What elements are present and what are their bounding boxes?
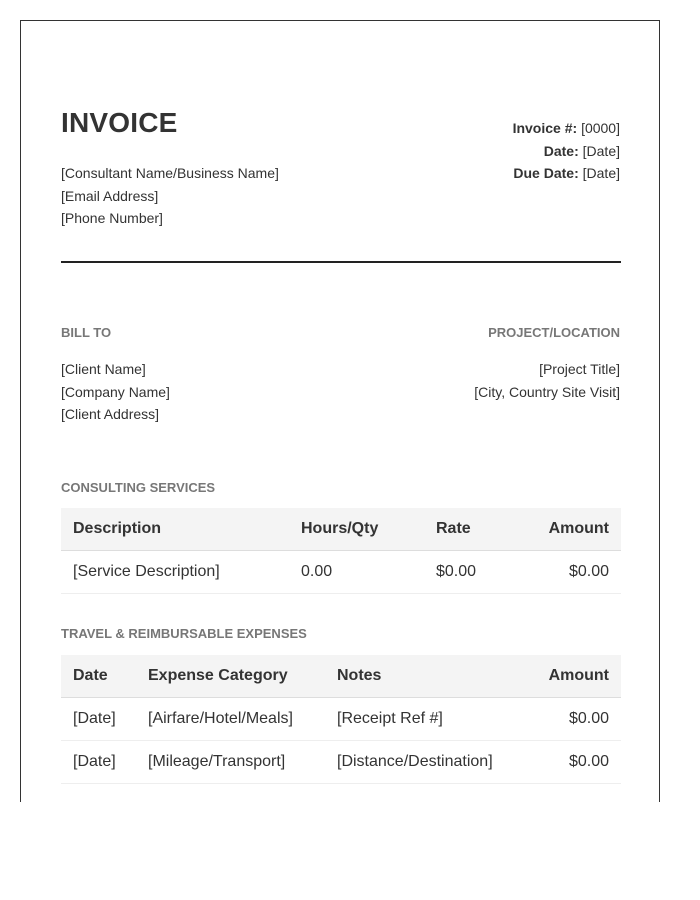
column-header-date: Date	[61, 655, 136, 697]
project-title: [Project Title]	[539, 361, 620, 377]
date-cell: [Date]	[61, 697, 136, 740]
notes-cell: [Receipt Ref #]	[325, 697, 525, 740]
invoice-date-value: [Date]	[582, 142, 620, 159]
travel-expenses-table	[61, 655, 621, 784]
invoice-date-label: Date:	[543, 142, 579, 159]
due-date-label: Due Date:	[513, 165, 579, 181]
expense-category-cell: [Mileage/Transport]	[136, 740, 325, 783]
client-address: [Client Address]	[61, 406, 160, 422]
amount-cell: $0.00	[527, 550, 621, 593]
invoice-date-row	[513, 140, 620, 163]
project-details	[474, 358, 620, 403]
bill-to-details	[61, 358, 170, 426]
project-location-label: PROJECT/LOCATION	[488, 325, 620, 340]
column-header-description: Description	[61, 508, 289, 550]
expense-category-cell: [Airfare/Hotel/Meals]	[136, 697, 325, 740]
project-site: [City, Country Site Visit]	[474, 383, 620, 400]
table-header-row	[61, 508, 621, 550]
sender-email: [Email Address]	[61, 187, 159, 204]
consulting-services-table	[61, 508, 621, 594]
company-name: [Company Name]	[61, 383, 170, 400]
due-date-row	[513, 162, 620, 185]
invoice-number-value: [0000]	[581, 120, 620, 136]
bill-to-label: BILL TO	[61, 325, 112, 340]
table-row	[61, 697, 621, 740]
date-cell: [Date]	[61, 740, 136, 783]
column-header-rate: Rate	[424, 508, 527, 550]
invoice-number-row	[513, 117, 620, 140]
notes-cell: [Distance/Destination]	[325, 740, 525, 783]
header-divider	[61, 261, 621, 263]
invoice-meta	[513, 117, 620, 185]
travel-expenses-label: TRAVEL & REIMBURSABLE EXPENSES	[61, 626, 307, 641]
client-name: [Client Name]	[61, 361, 146, 377]
table-header-row	[61, 655, 621, 697]
invoice-number-label: Invoice #:	[512, 120, 578, 136]
column-header-amount: Amount	[527, 508, 621, 550]
consulting-services-label: CONSULTING SERVICES	[61, 480, 216, 495]
column-header-notes: Notes	[325, 655, 525, 697]
amount-cell: $0.00	[525, 740, 621, 783]
sender-name: [Consultant Name/Business Name]	[61, 165, 279, 181]
invoice-title: INVOICE	[61, 107, 178, 138]
invoice-page	[20, 20, 660, 802]
hours-cell: 0.00	[289, 550, 424, 593]
due-date-value: [Date]	[582, 165, 620, 181]
table-row	[61, 740, 621, 783]
amount-cell: $0.00	[525, 697, 621, 740]
sender-info	[61, 162, 279, 230]
service-description-cell: [Service Description]	[61, 550, 289, 593]
column-header-hours: Hours/Qty	[289, 508, 424, 550]
rate-cell: $0.00	[424, 550, 527, 593]
table-row	[61, 550, 621, 593]
sender-phone: [Phone Number]	[61, 210, 163, 226]
column-header-expense-category: Expense Category	[136, 655, 325, 697]
column-header-amount: Amount	[525, 655, 621, 697]
